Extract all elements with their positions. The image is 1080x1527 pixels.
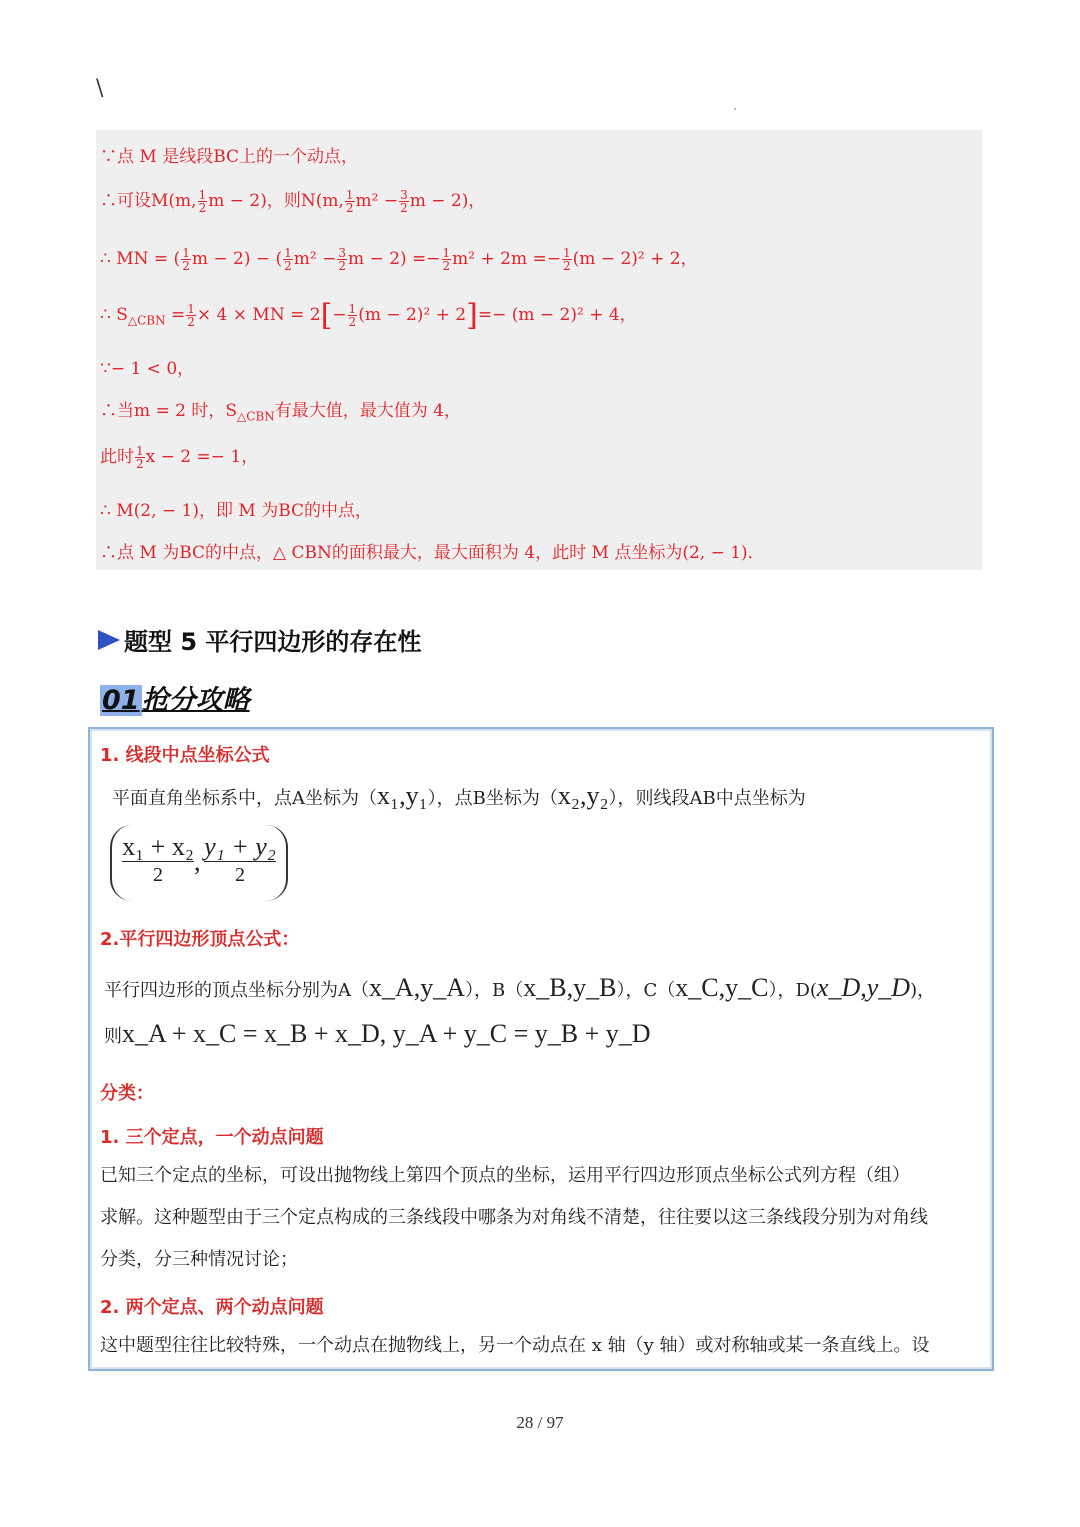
solution-line-3: ∴ MN = ( $\frac{1}{2}$ m − 2) − ( $\frac{1}{2}$ m² − $\frac{3}{2}$ m − 2) =− $\frac{1}{2}$ m² + 2m =− $\frac{1}{2}$ (m − 2)² + 2， [100, 246, 698, 273]
solution-line-9: ∴点 M 为BC的中点，△ CBN的面积最大，最大面积为 4，此时 M 点坐标为(2, − 1)． [100, 543, 765, 563]
midpoint-y-fraction: y₁ + y₂ 2 [204, 832, 276, 886]
solution-line-2 [100, 186, 485, 214]
comma: , [194, 847, 201, 876]
text: m − 2)，则N(m, [208, 191, 344, 211]
parallelogram-paragraph: 平行四边形的顶点坐标分别为A（x_A,y_A），B（x_B,y_B），C（x_C,y_C），D(x_D,y_D)， [104, 973, 936, 1002]
vertex-formula: 则x_A + x_C = x_B + x_D, y_A + y_C = y_B + y_D [104, 1019, 651, 1048]
two-fixed-line-1: 这中题型往往比较特殊，一个动点在抛物线上，另一个动点在 x 轴（y 轴）或对称轴或某一条直线上。设 [100, 1335, 930, 1356]
play-arrow-icon [98, 630, 120, 650]
solution-block [96, 130, 982, 570]
solution-line-5: ∵− 1 < 0， [100, 359, 195, 379]
solution-line-1: ∵点 M 是线段BC上的一个动点， [100, 147, 359, 167]
text: ∴可设M(m, [100, 191, 197, 211]
heading-midpoint: 1. 线段中点坐标公式 [100, 745, 270, 766]
heading-two-fixed: 2. 两个定点、两个动点问题 [100, 1297, 324, 1318]
heading-parallelogram: 2.平行四边形顶点公式： [100, 929, 300, 950]
heading-classification: 分类： [100, 1083, 154, 1104]
stray-mark: \ [96, 76, 104, 101]
fraction: $\frac{1}{2}$ [198, 188, 207, 215]
solution-line-6: ∴当m = 2 时，$S_{\triangle CBN}$有最大值，最大值为 4， [100, 401, 462, 424]
strategy-text: 抢分攻略 [141, 685, 250, 716]
heading-three-fixed: 1. 三个定点，一个动点问题 [100, 1127, 324, 1148]
solution-line-8: ∴ M(2, − 1)，即 M 为BC的中点， [100, 501, 373, 521]
strategy-box [88, 727, 994, 1371]
midpoint-x-fraction: x₁ + x₂ 2 [122, 832, 194, 886]
strategy-title [100, 678, 250, 717]
text: m − 2)， [409, 191, 486, 211]
speck [734, 108, 736, 110]
text: m² − [355, 191, 399, 211]
three-fixed-line-1: 已知三个定点的坐标，可设出抛物线上第四个顶点的坐标，运用平行四边形顶点坐标公式列方程（组） [100, 1165, 910, 1186]
strategy-number: 01 [102, 685, 140, 716]
page-number: 28 / 97 [516, 1413, 564, 1432]
solution-line-4: ∴ $S_{\triangle CBN}$ = $\frac{1}{2}$ × 4 × MN = 2[− $\frac{1}{2}$ (m − 2)² + 2]=− (m − 2)² + 4， [100, 298, 637, 333]
three-fixed-line-3: 分类，分三种情况讨论； [100, 1249, 298, 1270]
fraction: $\frac{3}{2}$ [400, 188, 408, 215]
midpoint-paragraph: 平面直角坐标系中，点A坐标为（x₁,y₁），点B坐标为（x₂,y₂），则线段AB中点坐标为 [112, 781, 806, 810]
section-heading: 题型 5 平行四边形的存在性 [98, 622, 421, 657]
three-fixed-line-2: 求解。这种题型由于三个定点构成的三条线段中哪条为对角线不清楚，往往要以这三条线段分别为对角线 [100, 1207, 928, 1228]
solution-line-7: 此时 $\frac{1}{2}$ x − 2 =− 1， [100, 444, 259, 471]
fraction: $\frac{1}{2}$ [345, 188, 354, 215]
